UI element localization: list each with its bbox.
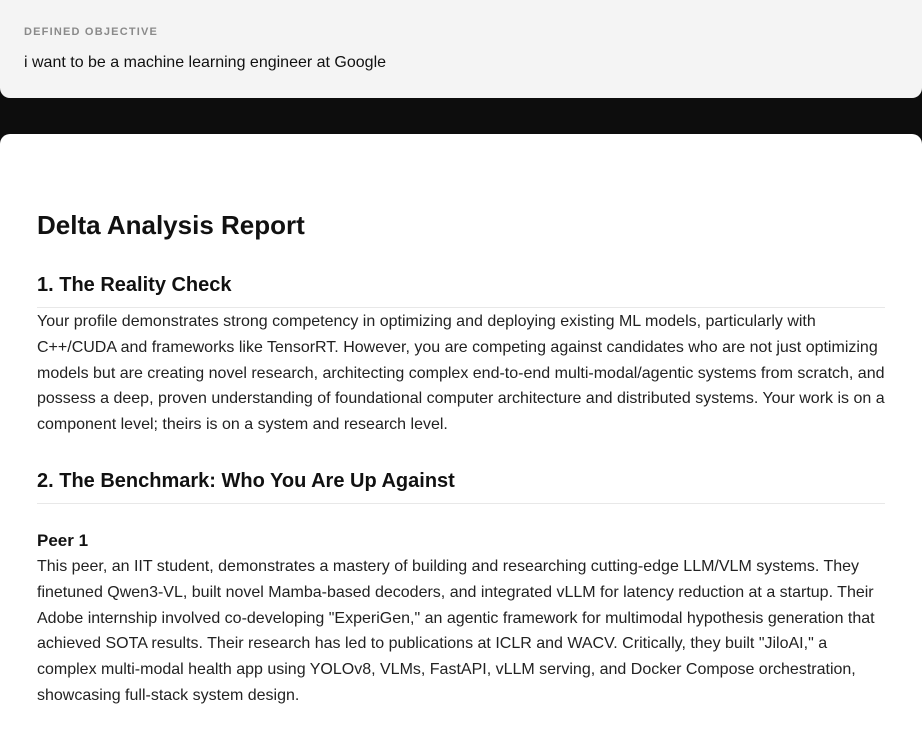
objective-text: i want to be a machine learning engineer at Google bbox=[24, 54, 387, 71]
peer-description: This peer, an IIT student, demonstrates a mastery of building and researching cutting-edge LLM/VLM systems. They finetuned Qwen3-VL, built novel Mamba-based decoders, and integrated vLLM for latency reduction at a startup. Their Adobe internship involved co-developing "ExperiGen," an agentic framework for multimodal hypothesis generation that achieved SOTA results. Their research has led to publications at ICLR and WACV. Critically, they built "JiloAI," a complex multi-modal health app using YOLOv8, VLMs, FastAPI, vLLM serving, and Docker Compose orchestration, showcasing full-stack system design. bbox=[37, 557, 875, 704]
section-heading: 1. The Reality Check bbox=[37, 272, 885, 308]
report-card bbox=[0, 134, 922, 754]
peer-name: Peer 1 bbox=[37, 530, 89, 550]
objective-label: DEFINED OBJECTIVE bbox=[24, 26, 159, 38]
objective-card bbox=[0, 0, 922, 98]
section-benchmark bbox=[37, 468, 885, 709]
peer-block bbox=[37, 530, 885, 709]
section-reality-check bbox=[37, 272, 885, 438]
section-heading: 2. The Benchmark: Who You Are Up Against bbox=[37, 468, 885, 504]
section-paragraph: Your profile demonstrates strong competency in optimizing and deploying existing ML models, particularly with C++/CUDA and frameworks like TensorRT. However, you are competing against candidates who are not just optimizing models but are creating novel research, architecting complex end-to-end multi-modal/agentic systems from scratch, and possess a deep, proven understanding of foundational computer architecture and distributed systems. Your work is on a component level; theirs is on a system and research level. bbox=[37, 313, 885, 434]
report-title: Delta Analysis Report bbox=[37, 210, 305, 240]
